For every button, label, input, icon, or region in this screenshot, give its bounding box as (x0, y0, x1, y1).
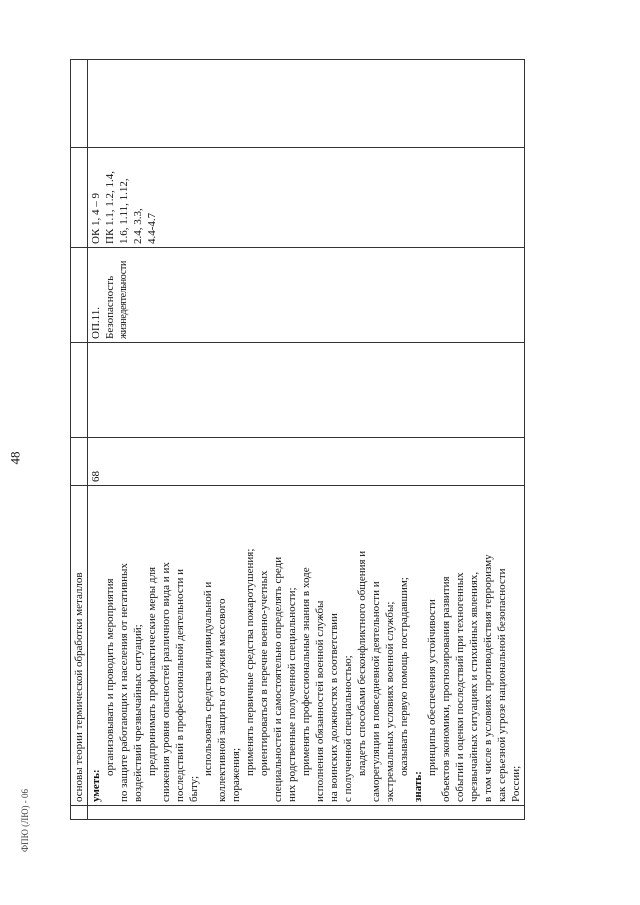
skills-line: саморегуляции в повседневной деятельности и (370, 581, 382, 802)
cell-empty (88, 806, 525, 820)
cell-top-text: основы теории термической обработки металлов (71, 486, 88, 806)
cell-requirements (88, 486, 525, 806)
knowledge-line: чрезвычайных ситуациях и стихийных явлениях, (468, 571, 480, 802)
competency-line: 4.4-4.7 (146, 212, 158, 244)
cell-empty (71, 438, 88, 486)
knowledge-list (425, 489, 523, 802)
discipline-code: ОП.11. (90, 307, 102, 339)
skills-line: владеть способами бесконфликтного общения и (356, 550, 368, 776)
skills-line: по защите работающих и населения от негативных (118, 563, 130, 802)
competency-line: ПК 1.1, 1.2, 1.4, (104, 170, 116, 244)
cell-empty (71, 806, 88, 820)
cell-hours: 68 (88, 438, 525, 486)
cell-discipline (88, 248, 525, 343)
skills-line: организовывать и проводить мероприятия (104, 578, 116, 776)
competency-line: 1.6, 1.11, 1.12, (118, 178, 130, 244)
knowledge-line: России; (510, 765, 522, 802)
skills-line: применять первичные средства пожаротушения; (244, 548, 256, 776)
skills-label: уметь: (90, 769, 102, 802)
skills-line: них родственные полученной специальности; (286, 587, 298, 802)
cell-empty (71, 248, 88, 343)
skills-line: использовать средства индивидуальной и (202, 581, 214, 776)
skills-line: на воинских должностях в соответствии (328, 613, 340, 802)
skills-line: экстремальных условиях военной службы; (384, 601, 396, 802)
discipline-name-2: жизнедеятельности (118, 260, 129, 339)
knowledge-line: принципы обеспечения устойчивости (426, 599, 438, 776)
knowledge-line: в том числе в условиях противодействия терроризму (482, 554, 494, 802)
knowledge-line: как серьезной угрозе национальной безопасности (496, 568, 508, 802)
competency-line: ОК 1, 4 – 9 (90, 192, 102, 244)
knowledge-line: объектов экономики, прогнозирования развития (440, 576, 452, 802)
competency-line: 2.4, 3.3, (132, 208, 144, 244)
skills-line: с полученной специальностью; (342, 655, 354, 802)
footer-code: ФПЮ (ЛЮ) - 06 (20, 789, 30, 852)
discipline-name: Безопасность (104, 275, 116, 339)
skills-line: применять профессиональные знания в ходе (300, 567, 312, 776)
skills-line: предпринимать профилактические меры для (146, 566, 158, 776)
cell-empty (88, 60, 525, 148)
cell-empty (88, 343, 525, 438)
rotated-table-frame (70, 60, 520, 820)
knowledge-label: знать: (412, 771, 424, 802)
skills-line: быту; (188, 775, 200, 802)
skills-line: поражения; (230, 748, 242, 802)
skills-line: исполнения обязанностей военной службы (314, 600, 326, 802)
skills-line: ориентироваться в перечне военно-учетных (258, 570, 270, 776)
skills-line: последствий в профессиональной деятельности и (174, 568, 186, 802)
cell-empty (71, 60, 88, 148)
competencies-list (89, 151, 159, 244)
cell-empty (71, 343, 88, 438)
cell-empty (71, 148, 88, 248)
skills-line: специальностей и самостоятельно определять среди (272, 556, 284, 802)
skills-line: воздействий чрезвычайных ситуаций; (132, 624, 144, 802)
table-row-main (88, 60, 525, 820)
skills-list (103, 489, 411, 802)
skills-line: оказывать первую помощь пострадавшим; (398, 577, 410, 776)
page-number: 48 (7, 451, 22, 465)
knowledge-line: событий и оценки последствий при техногенных (454, 572, 466, 802)
cell-competencies (88, 148, 525, 248)
table-row-top (71, 60, 88, 820)
skills-line: коллективной защиты от оружия массового (216, 598, 228, 802)
curriculum-table (70, 59, 525, 820)
skills-line: снижения уровня опасностей различного вида и их (160, 562, 172, 802)
